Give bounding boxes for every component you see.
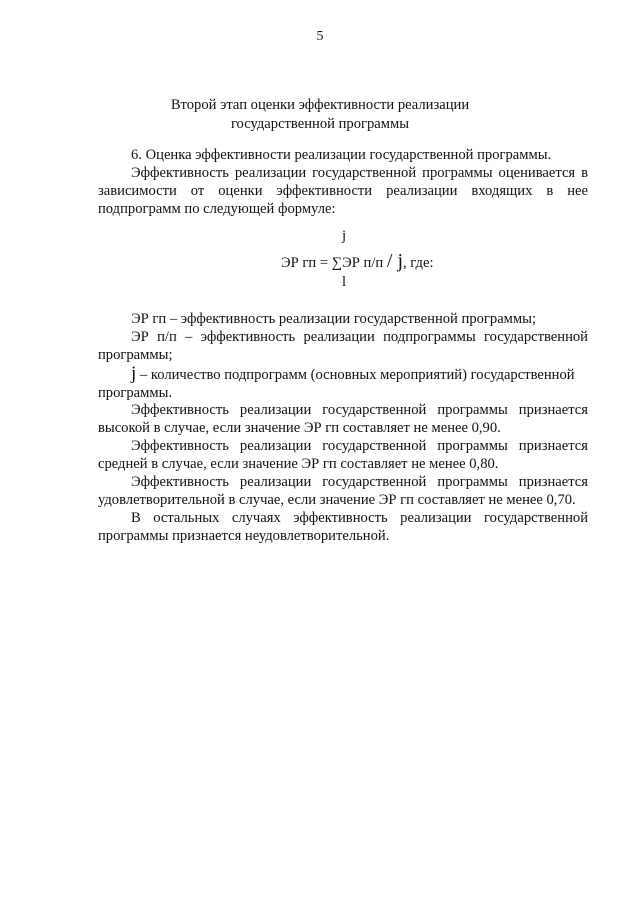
formula-upper-limit: j bbox=[342, 228, 347, 244]
formula-slash: / bbox=[386, 250, 398, 272]
criterion-high-line-1: Эффективность реализации государственной программы признается bbox=[131, 402, 588, 418]
formula-term: ЭР п/п bbox=[342, 255, 387, 271]
definition-er-gp: ЭР гп – эффективность реализации государственной программы; bbox=[131, 311, 536, 327]
definition-j-text: – количество подпрограмм (основных мероприятий) государственной bbox=[136, 367, 575, 383]
intro-paragraph-2-line-2: зависимости от оценки эффективности реализации входящих в нее bbox=[98, 183, 588, 199]
intro-paragraph-1: 6. Оценка эффективности реализации государственной программы. bbox=[131, 147, 552, 163]
criterion-unsatisfactory-line-2: программы признается неудовлетворительной. bbox=[98, 528, 390, 544]
formula-suffix: , где: bbox=[403, 255, 434, 271]
intro-paragraph-2-line-1: Эффективность реализации государственной программы оценивается в bbox=[131, 165, 588, 181]
intro-block bbox=[98, 146, 588, 218]
sum-symbol: ∑ bbox=[331, 255, 343, 271]
definition-er-pp-line-1: ЭР п/п – эффективность реализации подпрограммы государственной bbox=[131, 329, 588, 345]
criteria-block bbox=[98, 401, 588, 545]
formula-left-side: ЭР гп = bbox=[281, 255, 332, 271]
criterion-medium-line-1: Эффективность реализации государственной программы признается bbox=[131, 438, 588, 454]
heading-line-2: государственной программы bbox=[230, 116, 410, 132]
definition-er-pp-line-2: программы; bbox=[98, 347, 173, 363]
formula-divisor-j: j bbox=[397, 250, 403, 272]
definition-j-symbol: j bbox=[131, 363, 137, 384]
section-heading bbox=[0, 96, 640, 134]
formula-lower-limit: l bbox=[342, 274, 347, 290]
efficiency-formula bbox=[0, 228, 640, 294]
definition-j-line-2: программы. bbox=[98, 385, 173, 401]
criterion-high-line-2: высокой в случае, если значение ЭР гп составляет не менее 0,90. bbox=[98, 420, 501, 436]
intro-paragraph-2-line-3: подпрограмм по следующей формуле: bbox=[98, 201, 336, 217]
page-number: 5 bbox=[316, 29, 324, 44]
criterion-medium-line-2: средней в случае, если значение ЭР гп составляет не менее 0,80. bbox=[98, 456, 499, 472]
heading-line-1: Второй этап оценки эффективности реализации bbox=[170, 97, 470, 113]
criterion-satisfactory-line-2: удовлетворительной в случае, если значение ЭР гп составляет не менее 0,70. bbox=[98, 492, 576, 508]
criterion-unsatisfactory-line-1: В остальных случаях эффективность реализации государственной bbox=[131, 510, 588, 526]
definitions-block bbox=[98, 310, 588, 402]
criterion-satisfactory-line-1: Эффективность реализации государственной программы признается bbox=[131, 474, 588, 490]
definition-j-line-1 bbox=[98, 363, 588, 384]
formula-main-line bbox=[281, 250, 434, 273]
